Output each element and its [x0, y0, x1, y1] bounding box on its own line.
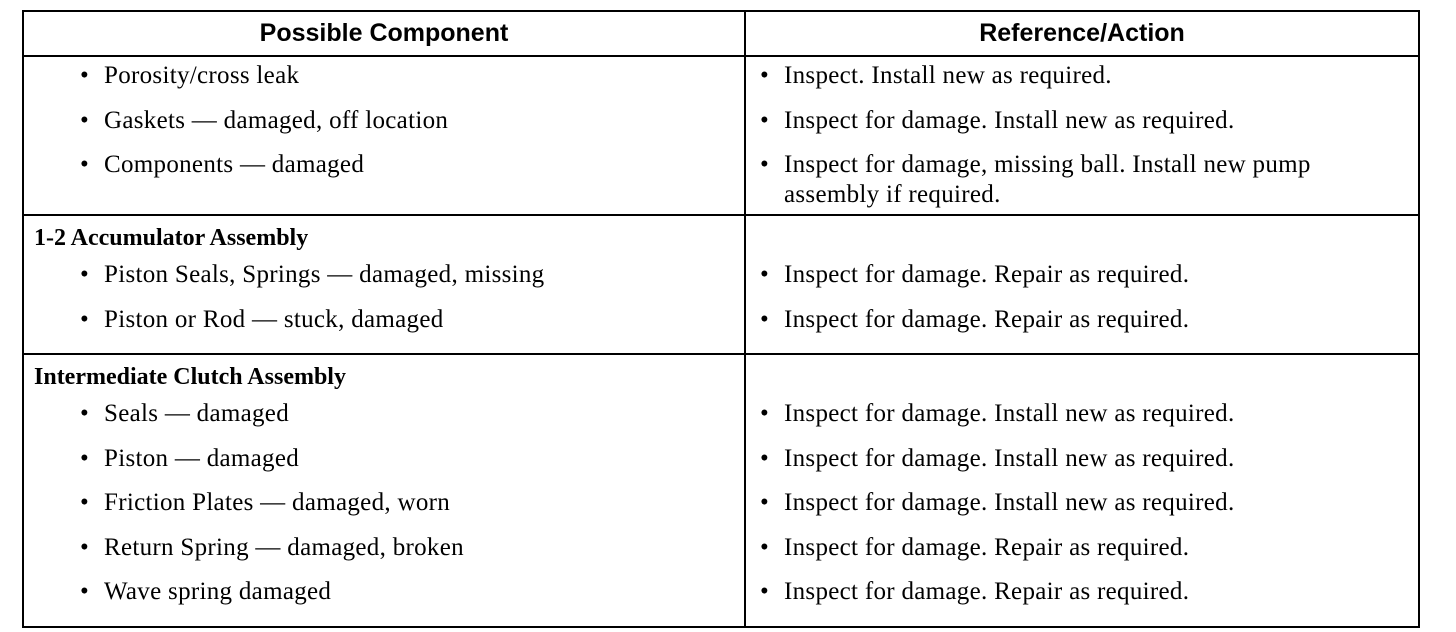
- title-spacer: [760, 359, 1406, 399]
- action-column: [746, 355, 1418, 626]
- list-item: [760, 577, 1406, 622]
- bullet: •: [760, 444, 770, 472]
- list-item: [760, 150, 1406, 210]
- action-text: Inspect. Install new as required.: [784, 62, 1112, 89]
- bullet: •: [760, 305, 770, 333]
- action-text: Inspect for damage. Install new as required.: [784, 400, 1235, 427]
- list-item: [34, 444, 744, 489]
- component-text: Piston — damaged: [104, 444, 300, 472]
- bullet: •: [760, 106, 770, 134]
- list-item: [34, 150, 744, 195]
- list-item: [760, 399, 1406, 444]
- component-text: Friction Plates — damaged, worn: [104, 489, 451, 516]
- bullet: •: [80, 261, 90, 288]
- component-text: Piston or Rod — stuck, damaged: [104, 305, 444, 333]
- bullet: •: [80, 489, 90, 516]
- list-item: [760, 106, 1406, 151]
- action-text: Inspect for damage. Repair as required.: [784, 533, 1190, 561]
- list-item: [34, 106, 744, 151]
- table-header-row: [24, 12, 1418, 57]
- list-item: [34, 577, 744, 622]
- header-possible-component: Possible Component: [24, 12, 746, 55]
- list-item: [760, 444, 1406, 489]
- table-group-pump: [24, 57, 1418, 216]
- action-text: Inspect for damage. Repair as required.: [784, 261, 1190, 288]
- list-item: [34, 533, 744, 578]
- bullet: •: [80, 578, 90, 605]
- bullet: •: [760, 533, 770, 561]
- action-column: [746, 57, 1418, 214]
- list-item: [34, 260, 744, 305]
- bullet: •: [760, 578, 770, 605]
- action-text: Inspect for damage. Repair as required.: [784, 305, 1190, 333]
- component-text: Seals — damaged: [104, 400, 290, 427]
- bullet: •: [760, 62, 770, 89]
- list-item: [760, 488, 1406, 533]
- bullet: •: [760, 489, 770, 516]
- component-text: Porosity/cross leak: [104, 62, 300, 89]
- bullet: •: [80, 62, 90, 89]
- list-item: [34, 305, 744, 350]
- header-reference-action: Reference/Action: [979, 19, 1185, 47]
- bullet: •: [80, 305, 90, 333]
- action-text: Inspect for damage. Install new as required.: [784, 444, 1235, 472]
- bullet: •: [80, 151, 90, 178]
- bullet: •: [80, 444, 90, 472]
- component-text: Return Spring — damaged, broken: [104, 533, 464, 561]
- table-group-accumulator: [24, 216, 1418, 355]
- list-item: [34, 488, 744, 533]
- section-title: Intermediate Clutch Assembly: [34, 364, 346, 390]
- component-text: Piston Seals, Springs — damaged, missing: [104, 261, 545, 288]
- action-text: Inspect for damage. Repair as required.: [784, 578, 1190, 605]
- section-title: 1-2 Accumulator Assembly: [34, 225, 309, 251]
- action-text: Inspect for damage, missing ball. Install new pump assembly if required.: [784, 151, 1311, 208]
- list-item: [760, 533, 1406, 578]
- bullet: •: [760, 400, 770, 427]
- component-column: [24, 355, 746, 626]
- component-text: Gaskets — damaged, off location: [104, 106, 449, 134]
- list-item: [760, 260, 1406, 305]
- bullet: •: [80, 533, 90, 561]
- action-text: Inspect for damage. Install new as required.: [784, 489, 1235, 516]
- action-column: [746, 216, 1418, 353]
- component-text: Components — damaged: [104, 151, 365, 178]
- title-spacer: [760, 220, 1406, 260]
- table-group-intermediate-clutch: [24, 355, 1418, 626]
- bullet: •: [80, 106, 90, 134]
- list-item: [34, 399, 744, 444]
- action-text: Inspect for damage. Install new as required.: [784, 106, 1235, 134]
- list-item: [760, 305, 1406, 350]
- component-text: Wave spring damaged: [104, 578, 332, 605]
- list-item: [760, 61, 1406, 106]
- diagnosis-table: [22, 10, 1420, 628]
- bullet: •: [760, 151, 770, 178]
- bullet: •: [80, 400, 90, 427]
- component-column: [24, 57, 746, 214]
- component-column: [24, 216, 746, 353]
- bullet: •: [760, 261, 770, 288]
- list-item: [34, 61, 744, 106]
